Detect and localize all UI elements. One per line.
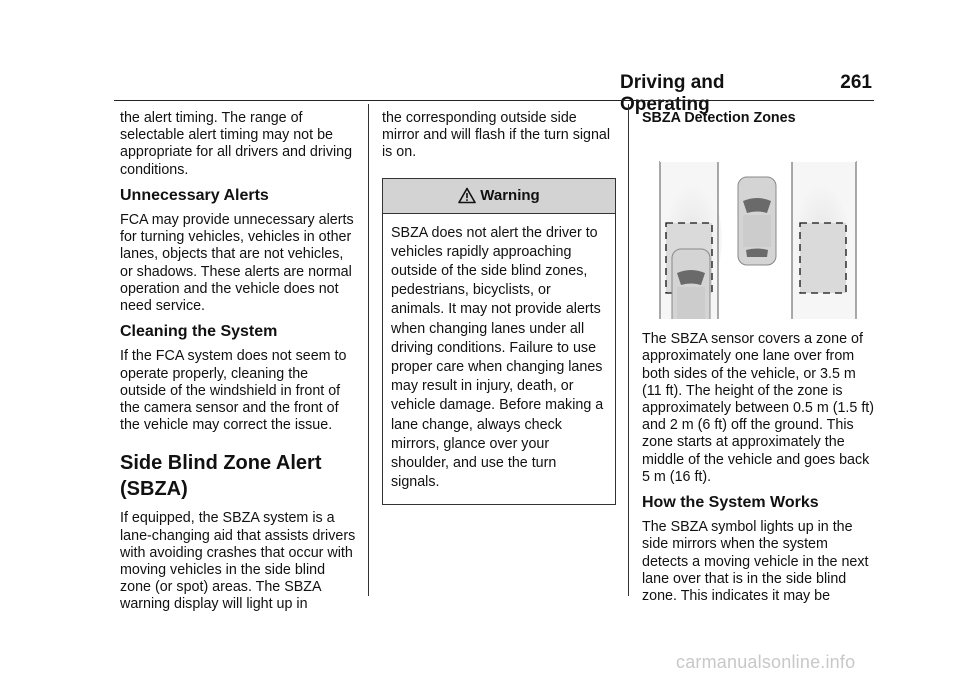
header-rule bbox=[114, 100, 874, 101]
watermark: carmanualsonline.info bbox=[676, 652, 856, 672]
heading-how-system-works: How the System Works bbox=[642, 494, 819, 512]
paragraph-sbza-intro: If equipped, the SBZA system is a lane-changing aid that assists drivers with avoiding crashes that occur with moving vehicles in the side blind zone (or spot) areas. The SBZA warning display will light up in bbox=[120, 510, 356, 613]
col2-intro: the corresponding outside side mirror and will flash if the turn signal is on. bbox=[382, 110, 611, 161]
warning-title: Warning bbox=[480, 187, 540, 204]
figure-label: SBZA Detection Zones bbox=[642, 110, 796, 126]
paragraph-unnecessary-alerts: FCA may provide unnecessary alerts for turning vehicles, vehicles in other lanes, objects that are not vehicles, or shadows. These alerts are normal operation and the vehicle does not need service. bbox=[120, 212, 354, 315]
warning-header bbox=[383, 179, 615, 214]
col1-intro: the alert timing. The range of selectable alert timing may not be appropriate for all drivers and driving conditions. bbox=[120, 110, 353, 178]
section-title: Driving and Operating bbox=[620, 72, 725, 115]
warning-text: SBZA does not alert the driver to vehicles rapidly approaching outside of the side blind zones, pedestrians, bicyclists, or animals. It may not provide alerts when changing lanes under all driving conditions. Failure to use proper care when changing lanes may result in injury, death, or vehicle damage. Before making a lane change, always check mirrors, glance over your shoulder, and use the turn signals. bbox=[391, 224, 604, 491]
sbza-diagram bbox=[642, 139, 877, 319]
page-number: 261 bbox=[840, 72, 872, 93]
paragraph-how-system-works: The SBZA symbol lights up in the side mirrors when the system detects a moving vehicle in the next lane over that is in the side blind zone. This indicates it may be bbox=[642, 519, 869, 605]
column-divider-1 bbox=[368, 104, 369, 596]
column-2 bbox=[382, 110, 617, 505]
warning-box bbox=[382, 178, 616, 506]
sbza-detection-zones-figure bbox=[642, 139, 877, 319]
heading-cleaning-system: Cleaning the System bbox=[120, 323, 278, 341]
column-1 bbox=[120, 110, 358, 622]
paragraph-cleaning-system: If the FCA system does not seem to operate properly, cleaning the outside of the windshield in front of the camera sensor and the front of the vehicle may correct the issue. bbox=[120, 348, 347, 434]
heading-side-blind-zone-alert: Side Blind Zone Alert (SBZA) bbox=[120, 452, 322, 501]
column-divider-2 bbox=[628, 104, 629, 596]
left-vehicle bbox=[672, 249, 710, 319]
warning-triangle-icon bbox=[458, 187, 476, 204]
column-3 bbox=[642, 110, 877, 613]
paragraph-zone-coverage: The SBZA sensor covers a zone of approximately one lane over from both sides of the vehicle, or 3.5 m (11 ft). The height of the zone is approximately between 0.5 m (1.5 ft) and 2 m (6 ft) off the ground. This zone starts at approximately the middle of the vehicle and goes back 5 m (16 ft). bbox=[642, 331, 875, 485]
center-vehicle bbox=[738, 177, 776, 265]
heading-unnecessary-alerts: Unnecessary Alerts bbox=[120, 186, 269, 204]
